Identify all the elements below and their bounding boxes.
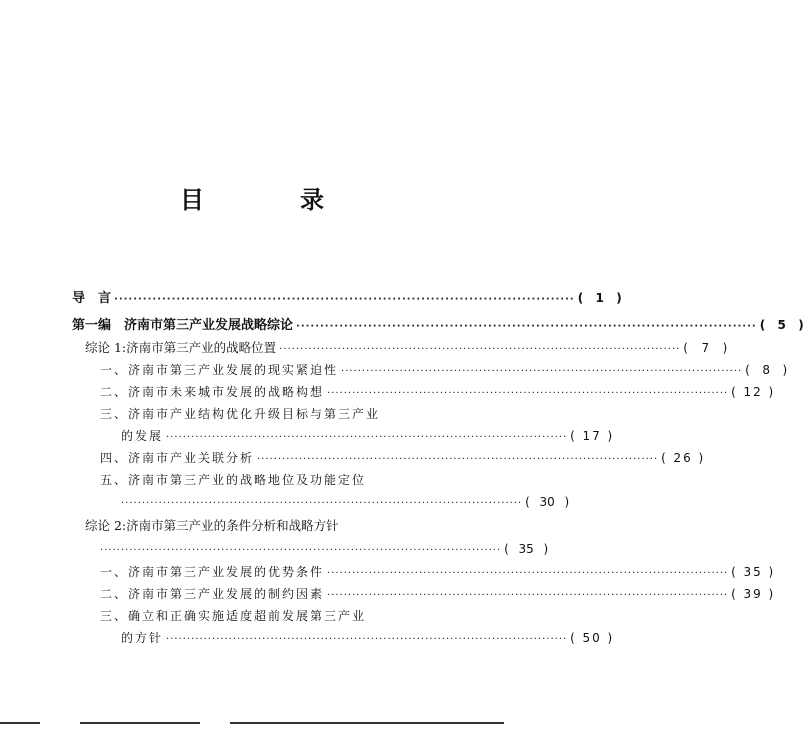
toc-entry-title: 五、济南市第三产业的战略地位及功能定位: [100, 473, 367, 487]
toc-entry: [100, 562, 776, 582]
toc-entry: [85, 516, 432, 536]
toc-entry-title: 一、济南市第三产业发展的优势条件: [100, 565, 325, 579]
toc-entry-page: ( 35 ): [504, 542, 549, 556]
leader-dots: ································································································: [114, 294, 575, 305]
toc-entry-title: 一、济南市第三产业发展的现实紧迫性: [100, 363, 339, 377]
toc-entry: [100, 360, 790, 380]
leader-dots: ································································································: [100, 545, 502, 556]
bottom-scan-line: [0, 722, 504, 725]
toc-entry-title: 三、济南市产业结构优化升级目标与第三产业: [100, 407, 381, 421]
toc-entry: [121, 628, 615, 648]
toc-entry-title: 综论 2:济南市第三产业的条件分析和战略方针: [85, 518, 339, 533]
leader-dots: ································································································: [327, 388, 729, 399]
toc-entry: [100, 448, 706, 468]
toc-entry: [72, 315, 804, 335]
toc-entry-page: ( 8 ): [745, 363, 790, 377]
leader-dots: ································································································: [166, 634, 568, 645]
toc-entry-page: ( 50 ): [570, 631, 615, 645]
toc-entry-title: 第一编 济南市第三产业发展战略综论: [72, 318, 294, 333]
toc-entry-title: 二、济南市未来城市发展的战略构想: [100, 385, 325, 399]
page-title: 目 录: [180, 186, 360, 214]
toc-entry: [121, 492, 570, 512]
toc-entry: [85, 338, 728, 358]
toc-entry-page: ( 5 ): [759, 318, 804, 332]
toc-entry-page: ( 1 ): [577, 291, 622, 305]
toc-entry-title: 导 言: [72, 291, 112, 306]
toc-entry-title: 四、济南市产业关联分析: [100, 451, 255, 465]
toc-entry: [100, 404, 432, 424]
toc-entry: [100, 606, 432, 626]
leader-dots: ································································································: [327, 568, 729, 579]
toc-entry-title: 二、济南市第三产业发展的制约因素: [100, 587, 325, 601]
toc-entry: [121, 426, 615, 446]
toc-entry-title: 综论 1:济南市第三产业的战略位置: [85, 340, 277, 355]
toc-entry-title: 的发展: [121, 429, 164, 443]
toc-entry-page: ( 17 ): [570, 429, 615, 443]
toc-entry-page: ( 12 ): [731, 385, 776, 399]
toc-entry-page: ( 30 ): [525, 495, 570, 509]
toc-entry-page: ( 26 ): [661, 451, 706, 465]
leader-dots: ································································································: [296, 321, 757, 332]
toc-entry: [100, 584, 776, 604]
leader-dots: ································································································: [341, 366, 743, 377]
toc-entry: [100, 539, 549, 559]
leader-dots: ································································································: [279, 344, 681, 355]
toc-entry-page: ( 39 ): [731, 587, 776, 601]
leader-dots: ································································································: [257, 454, 659, 465]
leader-dots: ································································································: [166, 432, 568, 443]
toc-entry: [100, 382, 776, 402]
toc-entry: [100, 470, 432, 490]
toc-entry-title: 三、确立和正确实施适度超前发展第三产业: [100, 609, 367, 623]
toc-entry-page: ( 35 ): [731, 565, 776, 579]
leader-dots: ································································································: [327, 590, 729, 601]
toc-entry: [72, 288, 622, 308]
toc-entry-page: ( 7 ): [683, 341, 728, 355]
toc-entry-title: 的方针: [121, 631, 164, 645]
leader-dots: ································································································: [121, 498, 523, 509]
